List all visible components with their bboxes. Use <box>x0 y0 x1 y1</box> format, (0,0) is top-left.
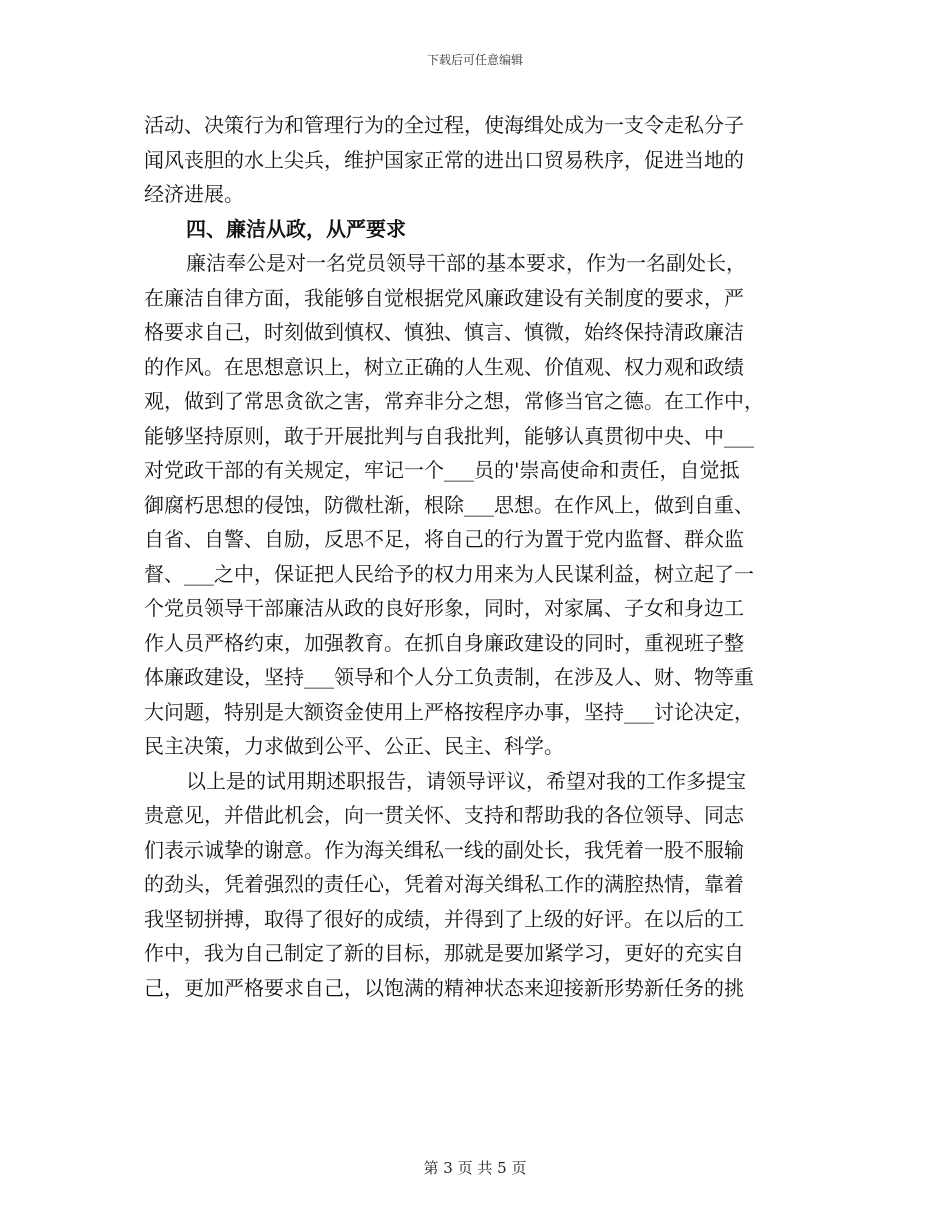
text-line: 以上是的试用期述职报告，请领导评议，希望对我的工作多提宝 <box>186 768 746 793</box>
text-line: 督、___之中，保证把人民给予的权力用来为人民谋利益，树立起了一 <box>144 561 754 586</box>
section-heading: 四、廉洁从政，从严要求 <box>186 216 406 241</box>
text-line: 作人员严格约束，加强教育。在抓自身廉政建设的同时，重视班子整 <box>144 630 744 655</box>
page-footer: 第 3 页 共 5 页 <box>423 1159 527 1177</box>
text-line: 作中，我为自己制定了新的目标，那就是要加紧学习，更好的充实自 <box>144 941 744 965</box>
text-line: 们表示诚挚的谢意。作为海关缉私一线的副处长，我凭着一股不服输 <box>144 837 744 862</box>
text-line: 自省、自警、自励，反思不足，将自己的行为置于党内监督、群众监 <box>144 527 744 551</box>
text-line: 的作风。在思想意识上，树立正确的人生观、价值观、权力观和政绩 <box>144 354 744 379</box>
text-line: 己，更加严格要求自己，以饱满的精神状态来迎接新形势新任务的挑 <box>144 975 744 1000</box>
text-line: 在廉洁自律方面，我能够自觉根据党风廉政建设有关制度的要求，严 <box>144 285 744 310</box>
document-body <box>144 108 804 1005</box>
text-line: 御腐朽思想的侵蚀，防微杜渐，根除___思想。在作风上，做到自重、 <box>144 492 754 517</box>
text-line: 个党员领导干部廉洁从政的良好形象，同时，对家属、子女和身边工 <box>144 596 744 620</box>
text-line: 民主决策，力求做到公平、公正、民主、科学。 <box>144 734 564 758</box>
text-line: 的劲头，凭着强烈的责任心，凭着对海关缉私工作的满腔热情，靠着 <box>144 872 744 896</box>
text-line: 大问题，特别是大额资金使用上严格按程序办事，坚持___讨论决定， <box>144 699 754 724</box>
text-line: 能够坚持原则，敢于开展批判与自我批判，能够认真贯彻中央、中___ <box>144 423 754 448</box>
text-line: 我坚韧拼搏，取得了很好的成绩，并得到了上级的好评。在以后的工 <box>144 906 744 931</box>
text-line: 对党政干部的有关规定，牢记一个___员的'崇高使命和责任，自觉抵 <box>144 458 740 482</box>
text-line: 经济进展。 <box>144 182 244 206</box>
text-line: 廉洁奉公是对一名党员领导干部的基本要求，作为一名副处长， <box>186 251 746 275</box>
page-header: 下载后可任意编辑 <box>426 53 523 67</box>
text-line: 观，做到了常思贪欲之害，常弃非分之想，常修当官之德。在工作中， <box>144 389 764 413</box>
text-line: 活动、决策行为和管理行为的全过程，使海缉处成为一支令走私分子 <box>144 113 744 137</box>
text-line: 闻风丧胆的水上尖兵，维护国家正常的进出口贸易秩序，促进当地的 <box>144 147 744 172</box>
text-line: 体廉政建设，坚持___领导和个人分工负责制，在涉及人、财、物等重 <box>144 665 754 689</box>
text-line: 格要求自己，时刻做到慎权、慎独、慎言、慎微，始终保持清政廉洁 <box>144 320 744 344</box>
text-line: 贵意见，并借此机会，向一贯关怀、支持和帮助我的各位领导、同志 <box>144 803 744 827</box>
